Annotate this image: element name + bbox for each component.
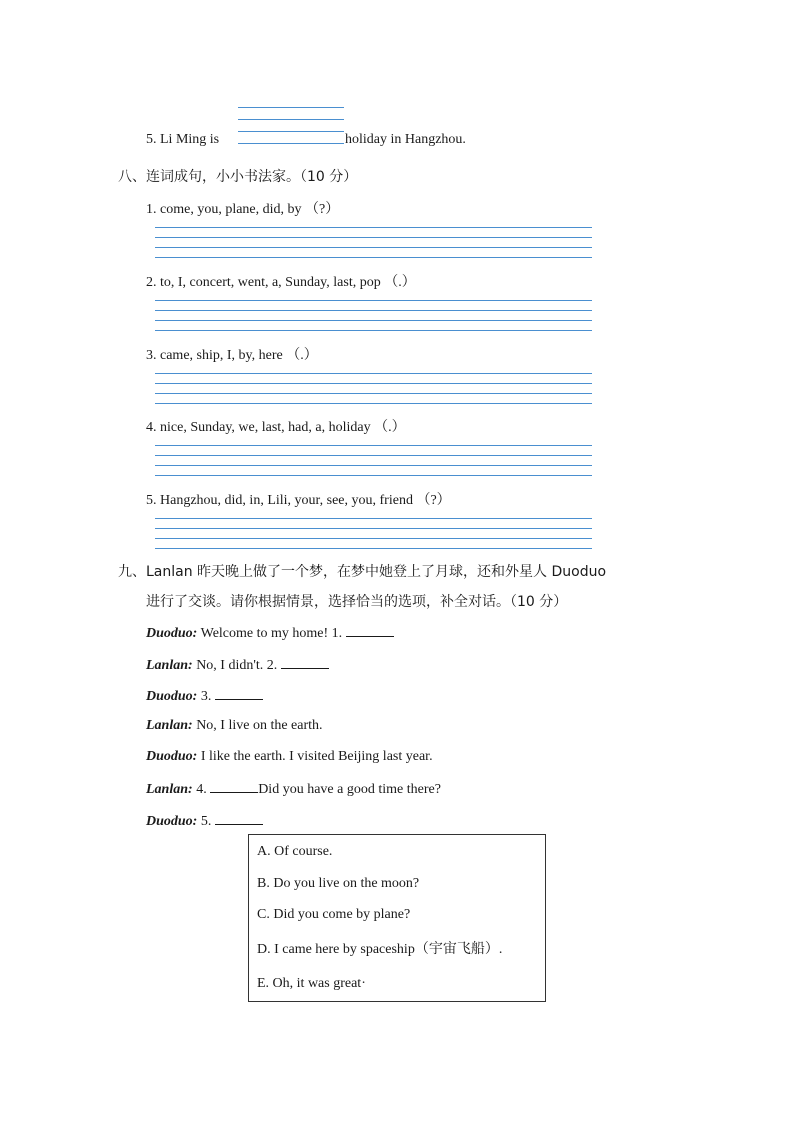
speaker: Lanlan: <box>146 658 193 673</box>
dialogue-text: 3. <box>197 689 212 704</box>
section-heading: 九、Lanlan 昨天晚上做了一个梦，在梦中她登上了月球，还和外星人 Duoduo <box>118 564 607 580</box>
question-item: 2. to, I, concert, went, a, Sunday, last, pop （.） <box>146 275 416 290</box>
dialogue-line <box>146 656 329 674</box>
dialogue-line <box>146 780 441 798</box>
question-item: 4. nice, Sunday, we, last, had, a, holiday （.） <box>146 420 406 435</box>
speaker: Duoduo: <box>146 626 198 641</box>
writing-lines <box>155 373 592 404</box>
question-item: 3. came, ship, I, by, here （.） <box>146 348 318 363</box>
answer-blank[interactable] <box>215 812 263 825</box>
dialogue-text-after: Did you have a good time there? <box>258 782 441 797</box>
dialogue-text: 5. <box>197 814 212 829</box>
speaker: Duoduo: <box>146 814 198 829</box>
dialogue-text: No, I live on the earth. <box>192 718 323 733</box>
options-box <box>248 834 546 1002</box>
question-item-text: holiday in Hangzhou. <box>345 132 466 147</box>
writing-lines <box>155 518 592 549</box>
speaker: Duoduo: <box>146 749 198 764</box>
question-item-text: 5. Li Ming is <box>146 132 220 147</box>
dialogue-line <box>146 624 394 642</box>
option-b: B. Do you live on the moon? <box>257 876 420 891</box>
dialogue-line <box>146 749 433 765</box>
writing-lines <box>155 300 592 331</box>
dialogue-text: I like the earth. I visited Beijing last year. <box>197 749 433 764</box>
option-c: C. Did you come by plane? <box>257 907 411 922</box>
dialogue-text: Welcome to my home! 1. <box>197 626 343 641</box>
dialogue-line <box>146 687 263 705</box>
writing-lines-q7-5 <box>238 107 344 144</box>
writing-lines <box>155 445 592 476</box>
option-d: D. I came here by spaceship（宇宙飞船）. <box>257 942 503 957</box>
writing-lines <box>155 227 592 258</box>
section-heading: 八、连词成句，小小书法家。（10 分） <box>118 169 358 185</box>
option-e: E. Oh, it was great· <box>257 976 366 991</box>
question-item: 5. Hangzhou, did, in, Lili, your, see, you, friend （?） <box>146 493 451 508</box>
dialogue-text: 4. <box>192 782 207 797</box>
speaker: Lanlan: <box>146 782 193 797</box>
dialogue-line <box>146 812 263 830</box>
dialogue-line <box>146 718 323 734</box>
speaker: Lanlan: <box>146 718 193 733</box>
answer-blank[interactable] <box>346 624 394 637</box>
answer-blank[interactable] <box>215 687 263 700</box>
option-a: A. Of course. <box>257 844 333 859</box>
question-item: 1. come, you, plane, did, by （?） <box>146 202 340 217</box>
answer-blank[interactable] <box>210 780 258 793</box>
section-heading-cont: 进行了交谈。请你根据情景，选择恰当的选项，补全对话。（10 分） <box>146 594 568 610</box>
answer-blank[interactable] <box>281 656 329 669</box>
dialogue-text: No, I didn't. 2. <box>192 658 278 673</box>
speaker: Duoduo: <box>146 689 198 704</box>
